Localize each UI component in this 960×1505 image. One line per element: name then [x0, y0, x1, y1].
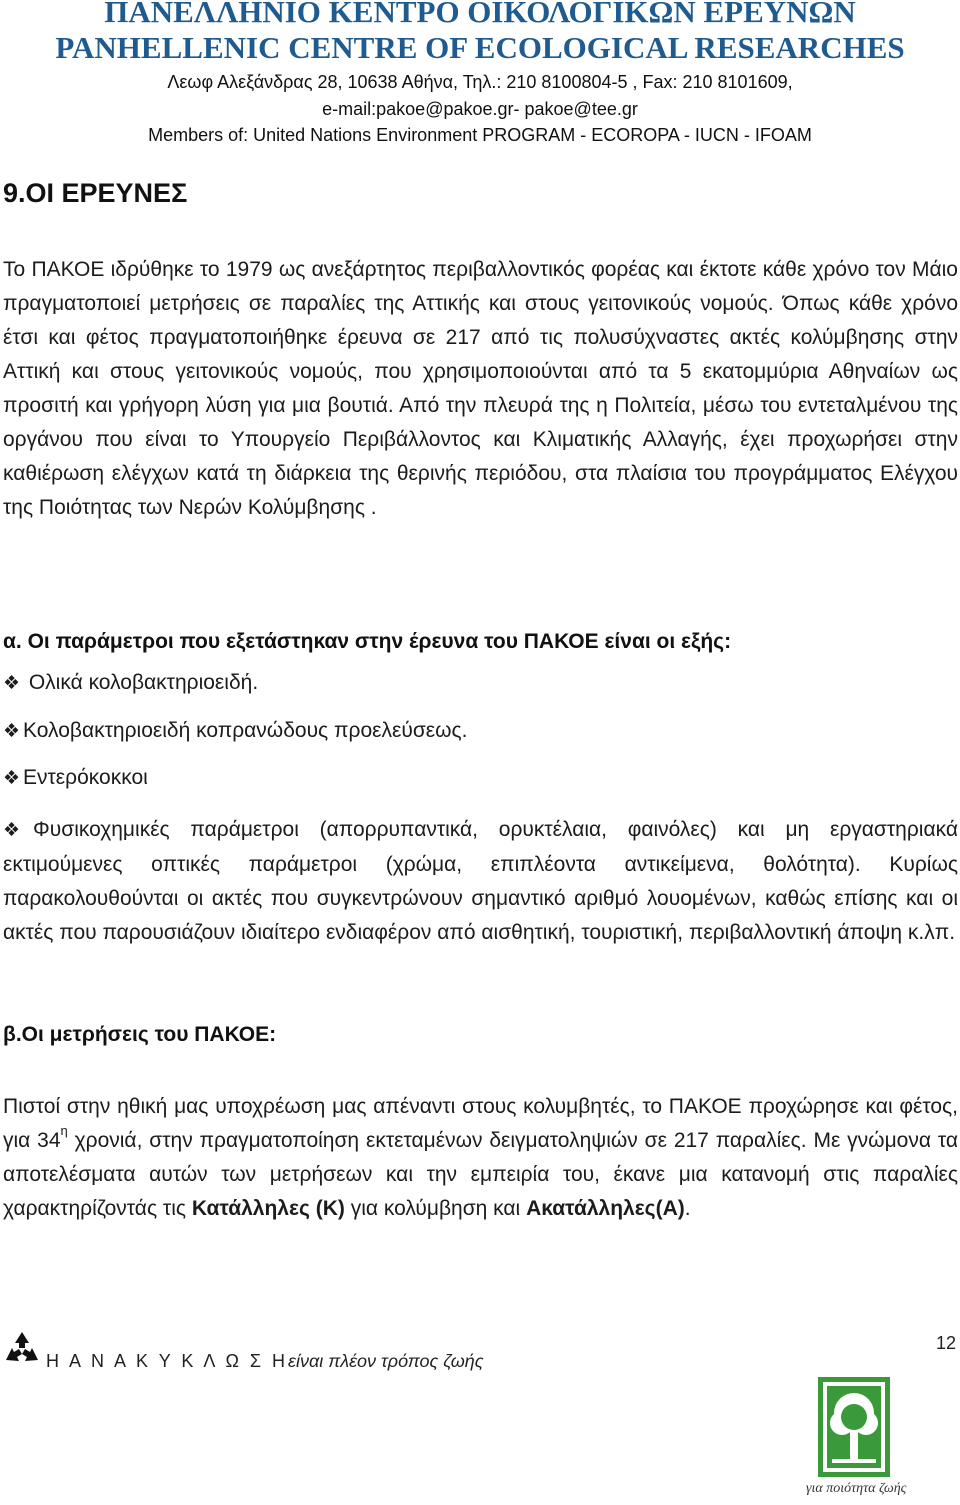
list-item	[3, 813, 958, 950]
unsuitable-label: Ακατάλληλες(Α)	[526, 1197, 685, 1220]
list-item-text: Φυσικοχημικές παράμετροι (απορρυπαντικά, ορυκτέλαια, φαινόλες) και μη εργαστηριακά εκτιμούμενες οπτικές παράμετροι (χρώμα, επιπλέοντα αντικείμενα, θολότητα). Κυρίως παρακολουθούνται οι ακτές που συγκεντρώνουν σημαντικό αριθμό λουομένων, καθώς επίσης και οι ακτές που παρουσιάζουν ιδιαίτερο ενδιαφέρον από αισθητική, τουριστική, περιβαλλοντική άποψη κ.λπ.	[3, 818, 958, 944]
parameters-heading: α. Οι παράμετροι που εξετάστηκαν στην έρευνα του ΠΑΚΟΕ είναι οι εξής:	[3, 630, 732, 653]
section-title: 9.ΟΙ ΕΡΕΥΝΕΣ	[3, 178, 188, 208]
measurements-paragraph	[3, 1090, 958, 1226]
measurements-text-3: για κολύμβηση και	[344, 1197, 527, 1220]
diamond-star-icon: ❖	[3, 721, 21, 742]
org-name-english: PANHELLENIC CENTRE OF ECOLOGICAL RESEARCHES	[55, 30, 905, 65]
list-item-text: Εντερόκοκκοι	[23, 766, 148, 789]
diamond-star-icon: ❖	[3, 673, 21, 694]
slogan-spaced: Η Α Ν Α Κ Υ Κ Λ Ω Σ Η	[46, 1351, 289, 1371]
list-item	[3, 766, 148, 790]
logo-caption: για ποιότητα ζωής	[806, 1481, 907, 1496]
list-item	[3, 719, 468, 743]
slogan-rest: είναι πλέον τρόπος ζωής	[288, 1351, 484, 1371]
suitable-label: Κατάλληλες (Κ)	[191, 1197, 345, 1220]
diamond-star-icon: ❖	[3, 820, 21, 841]
diamond-star-icon: ❖	[3, 768, 21, 789]
list-item-text: Κολοβακτηριοειδή κοπρανώδους προελεύσεως.	[23, 719, 468, 742]
ordinal-superscript: η	[60, 1123, 68, 1138]
org-email: e-mail:pakoe@pakoe.gr- pakoe@tee.gr	[322, 99, 638, 119]
measurements-heading: β.Οι μετρήσεις του ΠΑΚΟΕ:	[3, 1023, 277, 1046]
recycle-icon	[2, 1329, 42, 1369]
list-item-text: Ολικά κολοβακτηριοειδή.	[28, 671, 259, 694]
org-address: Λεωφ Αλεξάνδρας 28, 10638 Αθήνα, Τηλ.: 210 8100804-5 , Fax: 210 8101609,	[167, 72, 793, 92]
org-memberships: Members of: United Nations Environment PROGRAM - ECOROPA - IUCN - IFOAM	[148, 125, 812, 145]
list-item	[3, 671, 258, 695]
measurements-text-1: Πιστοί στην ηθική μας υποχρέωση μας απέναντι στους κολυμβητές, το ΠΑΚΟΕ προχώρησε και φέτος, για 34	[3, 1095, 958, 1152]
intro-paragraph: Το ΠΑΚΟΕ ιδρύθηκε το 1979 ως ανεξάρτητος περιβαλλοντικός φορέας και έκτοτε κάθε χρόνο τον Μάιο πραγματοποιεί μετρήσεις σε παραλίες της Αττικής και στους γειτονικούς νομούς. Όπως κάθε χρόνο έτσι και φέτος πραγματοποιήθηκε έρευνα σε 217 από τις πολυσύχναστες ακτές κολύμβησης στην Αττική και στους γειτονικούς νομούς, που χρησιμοποιούνται από τα 5 εκατομμύρια Αθηναίων ως προσιτή και γρήγορη λύση για μια βουτιά. Από την πλευρά της η Πολιτεία, μέσω του εντεταλμένου της οργάνου που είναι το Υπουργείο Περιβάλλοντος και Κλιματικής Αλλαγής, έχει προχωρήσει στην καθιέρωση ελέγχων κατά τη διάρκεια της θερινής περιόδου, στα πλαίσια του προγράμματος Ελέγχου της Ποιότητας των Νερών Κολύμβησης .	[3, 258, 958, 519]
tree-logo-icon	[818, 1377, 890, 1477]
org-name-greek: ΠΑΝΕΛΛΗΝΙΟ ΚΕΝΤΡΟ ΟΙΚΟΛΟΓΙΚΩΝ ΕΡΕΥΝΩΝ	[104, 0, 856, 29]
measurements-text-2: χρονιά, στην πραγματοποίηση εκτεταμένων δειγματοληψιών σε 217 παραλίες. Με γνώμονα τα αποτελέσματα αυτών των μετρήσεων και την εμπειρία του, έκανε μια κατανομή στις παραλίες χαρακτηρίζοντάς τις	[3, 1129, 958, 1220]
measurements-text-4: .	[684, 1197, 691, 1220]
recycling-slogan	[46, 1351, 484, 1372]
page-number: 12	[935, 1333, 956, 1353]
